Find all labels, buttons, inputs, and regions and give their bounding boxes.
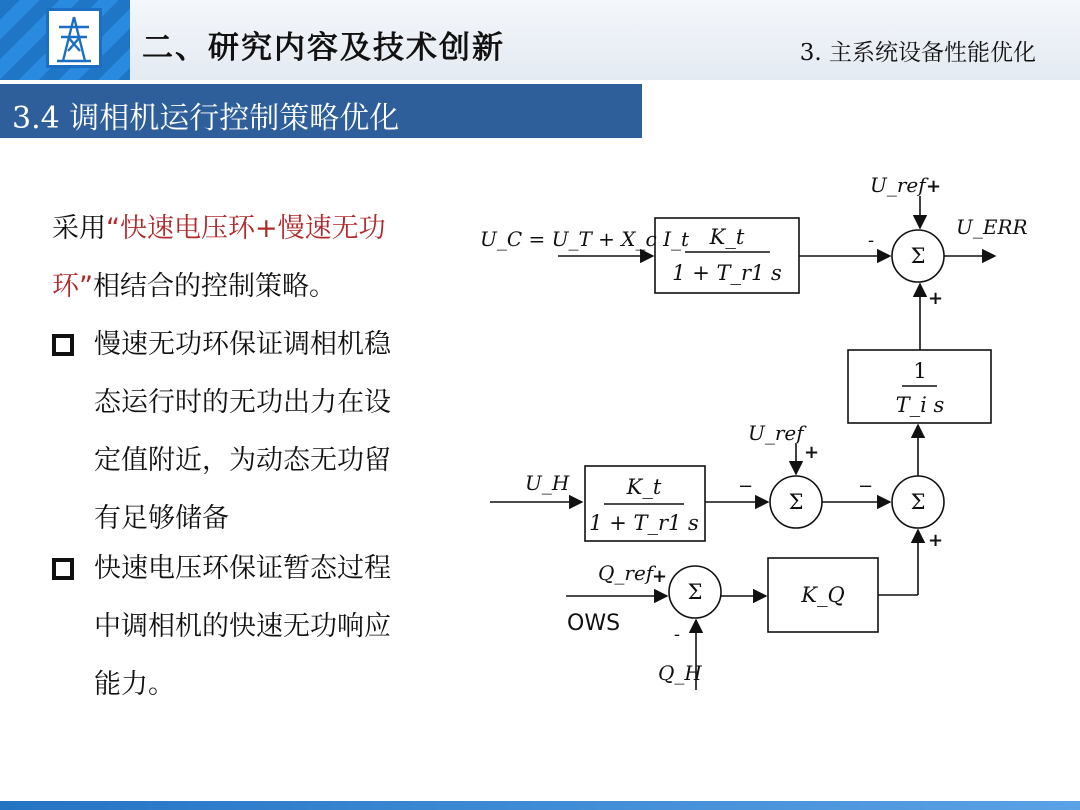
label-uref-mid: U_ref xyxy=(748,421,804,445)
bullet-line: 态运行时的无功出力在设 xyxy=(94,387,391,418)
square-bullet-icon xyxy=(52,558,74,580)
sigma-right: Σ xyxy=(910,490,926,514)
subtitle-text: 3.4 调相机运行控制策略优化 xyxy=(12,101,400,136)
intro-line-1 xyxy=(52,200,462,258)
sigma-mid: Σ xyxy=(788,490,804,514)
bullet-line: 定值附近，为动态无功留 xyxy=(94,445,391,476)
header-title: 二、研究内容及技术创新 xyxy=(142,30,505,66)
bullet-line: 能力。 xyxy=(94,669,175,700)
subtitle-bar xyxy=(0,84,642,138)
bullet-line: 有足够储备 xyxy=(94,503,229,534)
plus-right-bottom: + xyxy=(928,530,944,551)
bullet-line: 中调相机的快速无功响应 xyxy=(94,611,391,642)
plus-mid-uref: + xyxy=(804,442,820,463)
minus-mid: − xyxy=(738,476,754,497)
minus-top: - xyxy=(868,230,875,251)
label-ows: OWS xyxy=(567,611,621,636)
integrator-denominator: T_i s xyxy=(895,393,945,417)
bullet-text-2 xyxy=(94,540,474,714)
bottom-accent-line xyxy=(0,801,1080,810)
square-bullet-icon xyxy=(52,334,74,356)
bullet-line: 慢速无功环保证调相机稳 xyxy=(94,329,391,360)
header-section: 3. 主系统设备性能优化 xyxy=(799,40,1036,66)
block1-denominator: 1 + T_r1 s xyxy=(672,261,782,285)
plus-top-bottom: + xyxy=(928,288,944,309)
block-kq-label: K_Q xyxy=(801,583,845,607)
intro-paragraph xyxy=(52,200,462,316)
bullet-text-1 xyxy=(94,316,474,548)
logo-power-tower-icon xyxy=(46,8,102,68)
intro-prefix: 采用 xyxy=(52,213,106,244)
bullet-line: 快速电压环保证暂态过程 xyxy=(94,553,391,584)
minus-right: − xyxy=(858,476,874,497)
intro-line-2 xyxy=(52,258,462,316)
intro-quote-line1: “快速电压环+慢速无功 xyxy=(106,213,386,244)
label-uref-top: U_ref xyxy=(870,173,926,197)
label-uc-input: U_C = U_T + X_c I_t xyxy=(480,227,690,251)
sigma-top: Σ xyxy=(910,244,926,268)
label-uh: U_H xyxy=(525,471,570,495)
plus-bottom-qref: + xyxy=(652,566,668,587)
block1-numerator: K_t xyxy=(709,225,745,249)
label-qh: Q_H xyxy=(658,661,702,685)
block2-denominator: 1 + T_r1 s xyxy=(589,511,699,535)
label-uerr: U_ERR xyxy=(956,215,1028,239)
sigma-bottom: Σ xyxy=(687,580,703,604)
minus-bottom: - xyxy=(674,624,681,645)
plus-top-uref: + xyxy=(926,176,942,197)
intro-suffix: 相结合的控制策略。 xyxy=(93,271,336,302)
integrator-numerator: 1 xyxy=(913,359,927,383)
intro-quote-line2: 环” xyxy=(52,271,93,302)
control-block-diagram xyxy=(470,160,1030,705)
block2-numerator: K_t xyxy=(626,475,662,499)
label-qref: Q_ref xyxy=(598,561,654,585)
